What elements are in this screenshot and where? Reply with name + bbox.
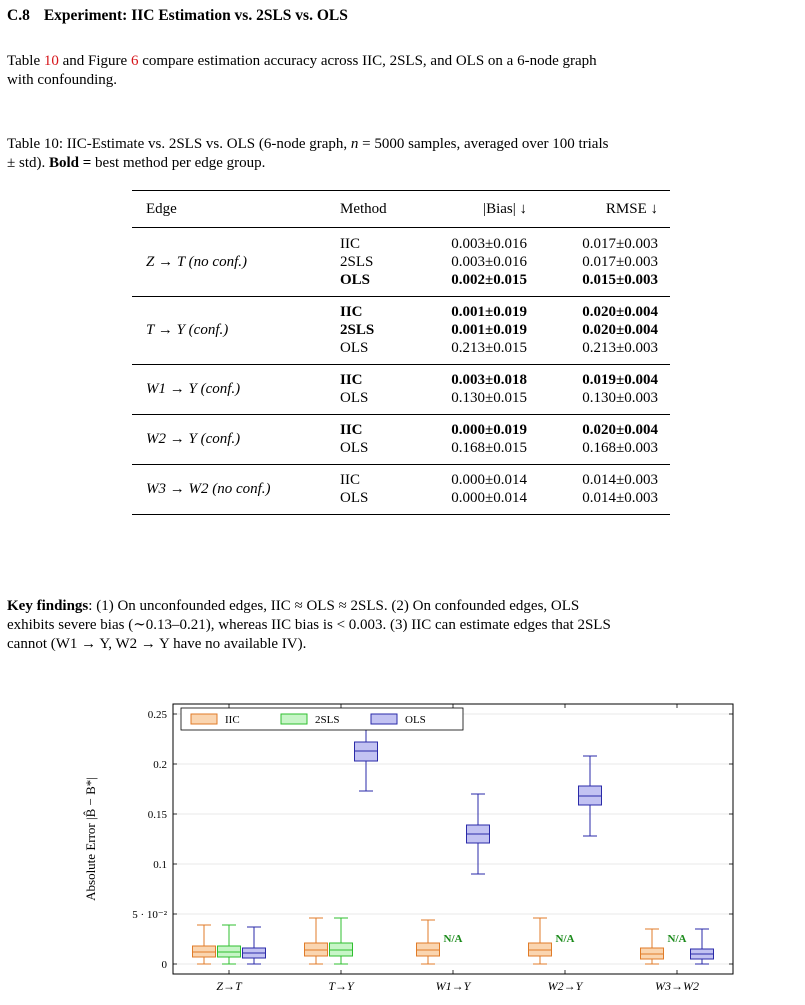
bias-cell: 0.001±0.019 bbox=[451, 322, 527, 338]
rmse-cell: 0.020±0.004 bbox=[582, 322, 658, 338]
x-tick-label: T→Y bbox=[328, 979, 354, 993]
bias-cell: 0.001±0.019 bbox=[451, 304, 527, 320]
rmse-cell: 0.014±0.003 bbox=[582, 472, 658, 488]
rmse-cell: 0.017±0.003 bbox=[582, 236, 658, 252]
group-rule bbox=[132, 296, 670, 297]
y-tick-label: 0 bbox=[161, 959, 167, 971]
method-cell: OLS bbox=[340, 390, 369, 406]
bias-cell: 0.003±0.016 bbox=[451, 236, 527, 252]
intro-text: compare estimation accuracy across IIC, 2SLS, and OLS on a 6-node graph bbox=[138, 53, 597, 69]
method-cell: 2SLS bbox=[340, 254, 374, 270]
x-tick-label: W2→Y bbox=[547, 979, 583, 993]
findings-text: exhibits severe bias (∼0.13–0.21), whereas IIC bias is < 0.003. (3) IIC can estimate edges that 2SLS bbox=[7, 617, 611, 633]
header-method: Method bbox=[340, 201, 387, 217]
caption-text: Table 10: IIC-Estimate vs. 2SLS vs. OLS (6-node graph, bbox=[7, 136, 351, 152]
method-cell: OLS bbox=[340, 272, 371, 288]
y-tick-label: 0.1 bbox=[153, 859, 167, 871]
header-bias: |Bias| ↓ bbox=[483, 201, 527, 217]
method-cell: OLS bbox=[340, 490, 369, 506]
rmse-cell: 0.014±0.003 bbox=[582, 490, 658, 506]
x-tick-label: W1→Y bbox=[435, 979, 471, 993]
rmse-cell: 0.020±0.004 bbox=[582, 422, 658, 438]
caption-bold: Bold = bbox=[48, 155, 92, 171]
method-cell: IIC bbox=[340, 422, 363, 438]
y-tick-label: 0.15 bbox=[147, 809, 167, 821]
group-rule bbox=[132, 414, 670, 415]
method-cell: OLS bbox=[340, 440, 369, 456]
y-tick-label: 0.25 bbox=[147, 709, 167, 721]
method-cell: 2SLS bbox=[340, 322, 375, 338]
caption-text: samples, averaged over 100 trials bbox=[404, 136, 609, 152]
na-label: N/A bbox=[667, 933, 687, 945]
na-label: N/A bbox=[443, 933, 463, 945]
rmse-cell: 0.020±0.004 bbox=[582, 304, 658, 320]
intro-text: and Figure bbox=[58, 53, 131, 69]
legend-swatch-iic bbox=[191, 714, 217, 724]
table-bottom-rule bbox=[132, 514, 670, 515]
section-title: Experiment: IIC Estimation vs. 2SLS vs. OLS bbox=[43, 7, 348, 24]
caption-text: ± std). bbox=[7, 155, 49, 171]
bias-cell: 0.000±0.014 bbox=[451, 490, 527, 506]
bias-cell: 0.213±0.015 bbox=[451, 340, 527, 356]
legend-swatch-2sls bbox=[281, 714, 307, 724]
method-cell: IIC bbox=[340, 472, 360, 488]
method-cell: IIC bbox=[340, 372, 363, 388]
edge-label: W1 → Y (conf.) bbox=[146, 381, 241, 397]
edge-label: T → Y (conf.) bbox=[146, 322, 229, 338]
findings-text: cannot (W1 → Y, W2 → Y have no available IV). bbox=[7, 636, 307, 652]
y-tick-label: 5 · 10⁻² bbox=[132, 909, 167, 921]
legend-swatch-ols bbox=[371, 714, 397, 724]
x-tick-label: Z→T bbox=[216, 979, 242, 993]
caption-math: n bbox=[350, 136, 359, 152]
section-heading bbox=[7, 7, 348, 25]
table-caption bbox=[7, 135, 802, 173]
bias-cell: 0.000±0.014 bbox=[451, 472, 527, 488]
x-tick-label: W3→W2 bbox=[655, 979, 699, 993]
findings-text: : (1) On unconfounded edges, IIC ≈ OLS ≈ 2SLS. (2) On confounded edges, OLS bbox=[88, 598, 580, 614]
bias-cell: 0.003±0.016 bbox=[451, 254, 527, 270]
rmse-cell: 0.130±0.003 bbox=[582, 390, 658, 406]
header-rmse: RMSE ↓ bbox=[605, 201, 658, 217]
method-cell: IIC bbox=[340, 304, 363, 320]
na-label: N/A bbox=[555, 933, 575, 945]
intro-text: with confounding. bbox=[7, 72, 117, 88]
bias-cell: 0.130±0.015 bbox=[451, 390, 527, 406]
y-tick-label: 0.2 bbox=[153, 759, 167, 771]
edge-label: Z → T (no conf.) bbox=[146, 254, 247, 270]
method-cell: IIC bbox=[340, 236, 360, 252]
y-axis-label: Absolute Error |B̂ − B*| bbox=[83, 777, 98, 901]
findings-paragraph bbox=[7, 597, 802, 654]
intro-text: Table bbox=[7, 53, 44, 69]
group-rule bbox=[132, 364, 670, 365]
table-ref-link[interactable]: 10 bbox=[43, 53, 59, 69]
method-cell: OLS bbox=[340, 340, 369, 356]
caption-text: = 5000 bbox=[358, 136, 405, 152]
rmse-cell: 0.019±0.004 bbox=[582, 372, 658, 388]
bias-cell: 0.003±0.018 bbox=[451, 372, 527, 388]
findings-label: Key findings bbox=[7, 598, 89, 614]
figure-ref-link[interactable]: 6 bbox=[130, 53, 139, 69]
bias-cell: 0.000±0.019 bbox=[451, 422, 527, 438]
table-top-rule bbox=[132, 190, 670, 191]
edge-label: W3 → W2 (no conf.) bbox=[146, 481, 271, 497]
rmse-cell: 0.017±0.003 bbox=[582, 254, 658, 270]
boxplot-chart bbox=[0, 690, 805, 1005]
bias-cell: 0.168±0.015 bbox=[451, 440, 527, 456]
group-rule bbox=[132, 464, 670, 465]
edge-label: W2 → Y (conf.) bbox=[146, 431, 241, 447]
legend-label-2sls: 2SLS bbox=[315, 714, 340, 726]
caption-text: best method per edge group. bbox=[91, 155, 266, 171]
header-rule bbox=[132, 227, 670, 228]
rmse-cell: 0.015±0.003 bbox=[582, 272, 658, 288]
intro-paragraph bbox=[7, 52, 802, 90]
legend-label-iic: IIC bbox=[225, 714, 240, 726]
bias-cell: 0.002±0.015 bbox=[451, 272, 527, 288]
rmse-cell: 0.168±0.003 bbox=[582, 440, 658, 456]
legend-label-ols: OLS bbox=[405, 714, 426, 726]
section-number: C.8 bbox=[7, 7, 30, 24]
rmse-cell: 0.213±0.003 bbox=[582, 340, 658, 356]
header-edge: Edge bbox=[146, 201, 177, 217]
